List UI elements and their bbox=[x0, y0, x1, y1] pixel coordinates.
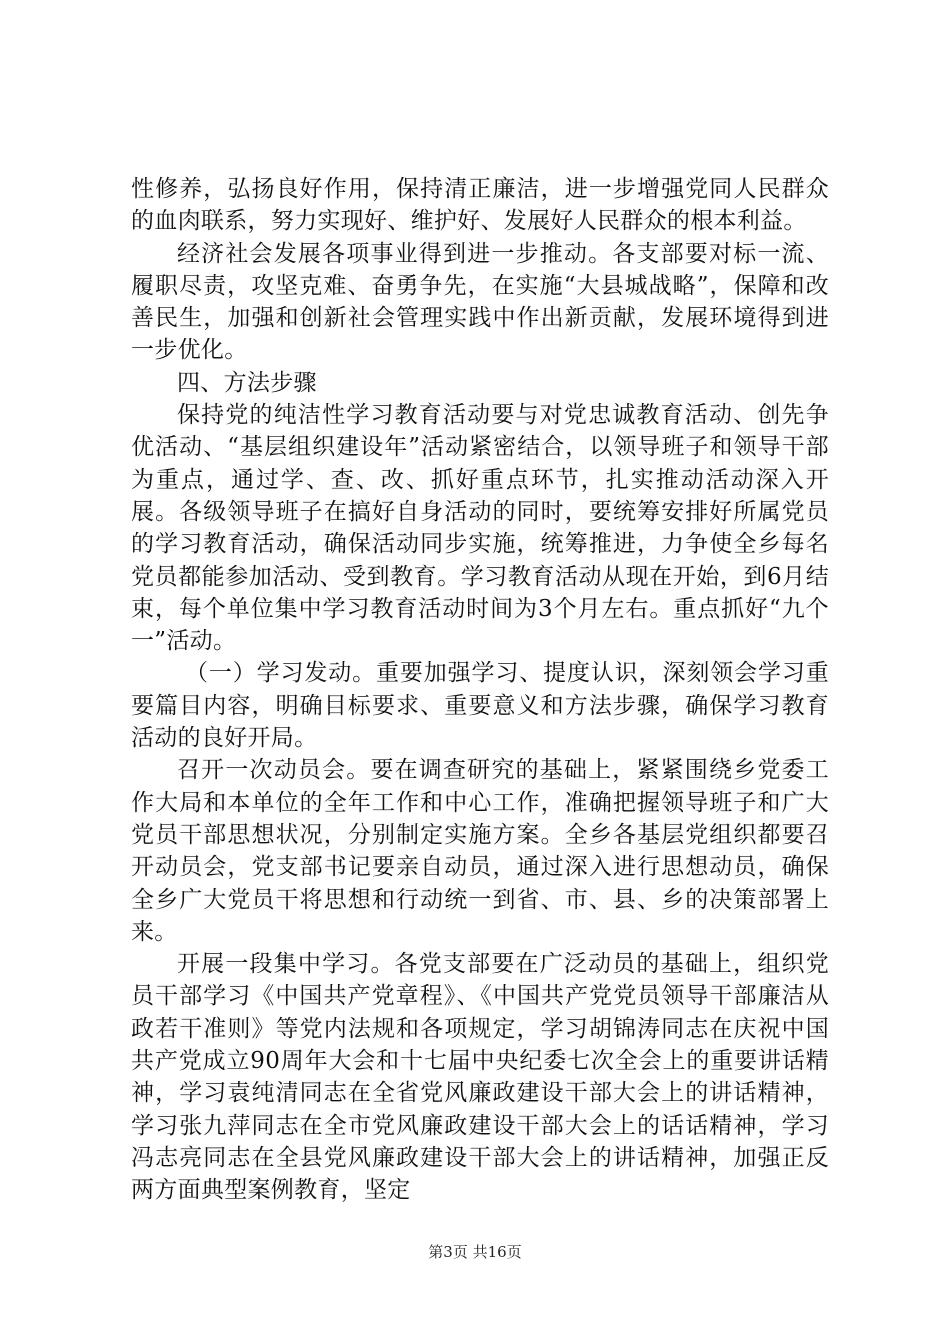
paragraph-economic-development: 经济社会发展各项事业得到进一步推动。各支部要对标一流、履职尽责，攻坚克难、奋勇争先，在实施“大县城战略”，保障和改善民生，加强和创新社会管理实践中作出新贡献，发展环境得到进一步优化。 bbox=[131, 240, 829, 364]
document-body bbox=[131, 173, 829, 1207]
paragraph-mobilization-meeting: 召开一次动员会。要在调查研究的基础上，紧紧围绕乡党委工作大局和本单位的全年工作和中心工作，准确把握领导班子和广大党员干部思想状况，分别制定实施方案。全乡各基层党组织都要召开动员会，党支部书记要亲自动员，通过深入进行思想动员，确保全乡广大党员干将思想和行动统一到省、市、县、乡的决策部署上来。 bbox=[131, 757, 829, 945]
paragraph-continuation: 性修养，弘扬良好作用，保持清正廉洁，进一步增强党同人民群众的血肉联系，努力实现好、维护好、发展好人民群众的根本利益。 bbox=[131, 176, 829, 235]
paragraph-centralized-study: 开展一段集中学习。各党支部要在广泛动员的基础上，组织党员干部学习《中国共产党章程》、《中国共产党党员领导干部廉洁从政若干准则》等党内法规和各项规定，学习胡锦涛同志在庆祝中国共产党成立90周年大会和十七届中央纪委七次全会上的重要讲话精神，学习袁纯清同志在全省党风廉政建设干部大会上的讲话精神，学习张九萍同志在全市党风廉政建设干部大会上的话话精神，学习冯志亮同志在全县党风廉政建设干部大会上的讲话精神，加强正反两方面典型案例教育，坚定 bbox=[131, 951, 829, 1204]
paragraph-study-mobilization: （一）学习发动。重要加强学习、提度认识，深刻领会学习重要篇目内容，明确目标要求、重要意义和方法步骤，确保学习教育活动的良好开局。 bbox=[131, 660, 829, 752]
paragraph-methods-overview: 保持党的纯洁性学习教育活动要与对党忠诚教育活动、创先争优活动、“基层组织建设年”活动紧密结合，以领导班子和领导干部为重点，通过学、查、改、抓好重点环节，扎实推动活动深入开展。各级领导班子在搞好自身活动的同时，要统筹安排好所属党员的学习教育活动，确保活动同步实施，统筹推进，力争使全乡每名党员都能参加活动、受到教育。学习教育活动从现在开始，到6月结束，每个单位集中学习教育活动时间为3个月左右。重点抓好“九个一”活动。 bbox=[131, 402, 829, 655]
section-heading-methods: 四、方法步骤 bbox=[177, 369, 317, 396]
page-footer: 第3页 共16页 bbox=[428, 1243, 522, 1261]
